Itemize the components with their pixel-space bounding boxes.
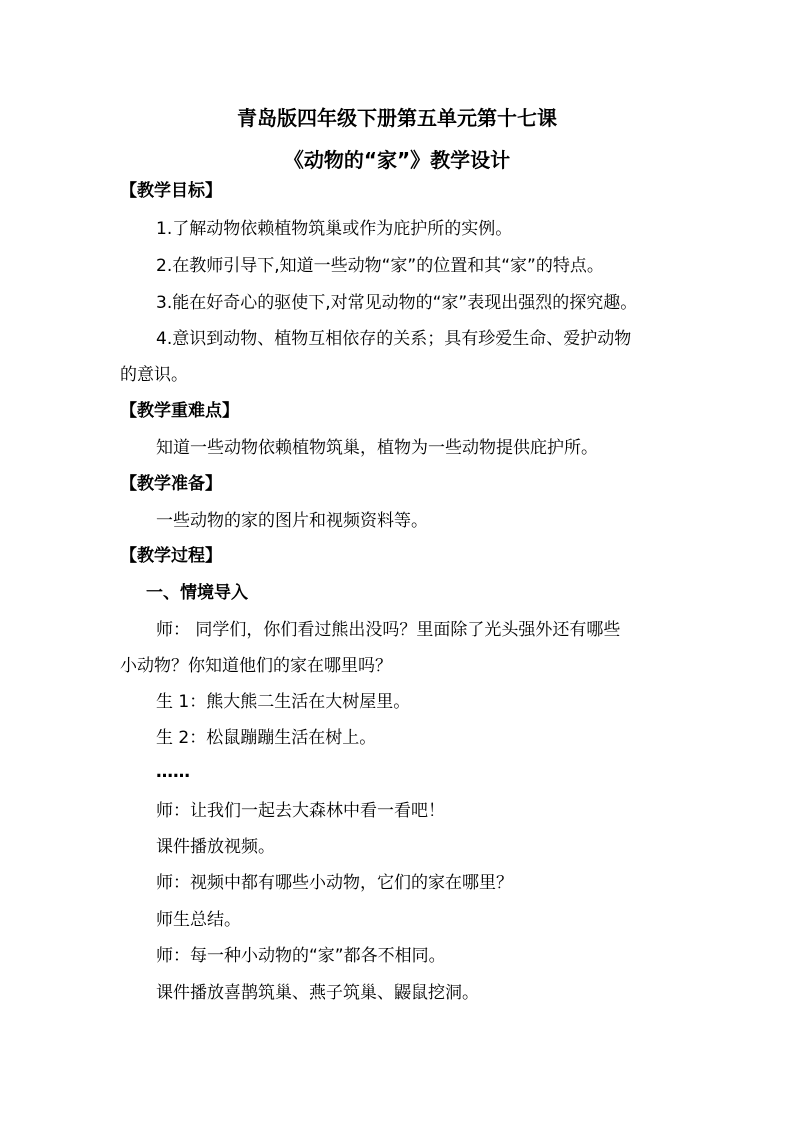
process-paragraph-9: 师：每一种小动物的“家”都各不相同。	[156, 946, 446, 966]
document-title-line2: 《动物的“家”》教学设计	[283, 148, 511, 172]
section-heading-key-points: 【教学重难点】	[120, 401, 239, 421]
objective-item-4-line2: 的意识。	[120, 365, 188, 385]
section-heading-objectives: 【教学目标】	[120, 181, 222, 201]
process-subheading-intro: 一、情境导入	[146, 583, 248, 603]
process-paragraph-1-line2: 小动物？你知道他们的家在哪里吗？	[120, 656, 392, 676]
process-paragraph-7: 师：视频中都有哪些小动物，它们的家在哪里？	[156, 873, 513, 893]
objective-item-3: 3.能在好奇心的驱使下,对常见动物的“家”表现出强烈的探究趣。	[156, 293, 638, 313]
objective-item-2: 2.在教师引导下,知道一些动物“家”的位置和其“家”的特点。	[156, 256, 604, 276]
process-paragraph-6: 课件播放视频。	[156, 837, 275, 857]
process-paragraph-8: 师生总结。	[156, 910, 241, 930]
section-heading-process: 【教学过程】	[120, 546, 222, 566]
process-paragraph-5: 师：让我们一起去大森林中看一看吧！	[156, 801, 445, 821]
process-paragraph-10: 课件播放喜鹊筑巢、燕子筑巢、鼹鼠挖洞。	[156, 983, 479, 1003]
document-title-line1: 青岛版四年级下册第五单元第十七课	[237, 106, 557, 130]
process-paragraph-2: 生 1：熊大熊二生活在大树屋里。	[156, 692, 411, 712]
key-points-text: 知道一些动物依赖植物筑巢，植物为一些动物提供庇护所。	[156, 438, 598, 458]
objective-item-4-line1: 4.意识到动物、植物互相依存的关系；具有珍爱生命、爱护动物	[156, 329, 632, 349]
process-ellipsis: ……	[156, 762, 190, 782]
process-paragraph-3: 生 2：松鼠蹦蹦生活在树上。	[156, 728, 377, 748]
objective-item-1: 1.了解动物依赖植物筑巢或作为庇护所的实例。	[156, 219, 513, 239]
preparation-text: 一些动物的家的图片和视频资料等。	[156, 511, 428, 531]
section-heading-preparation: 【教学准备】	[120, 474, 222, 494]
process-paragraph-1-line1: 师： 同学们，你们看过熊出没吗？里面除了光头强外还有哪些	[156, 620, 621, 640]
